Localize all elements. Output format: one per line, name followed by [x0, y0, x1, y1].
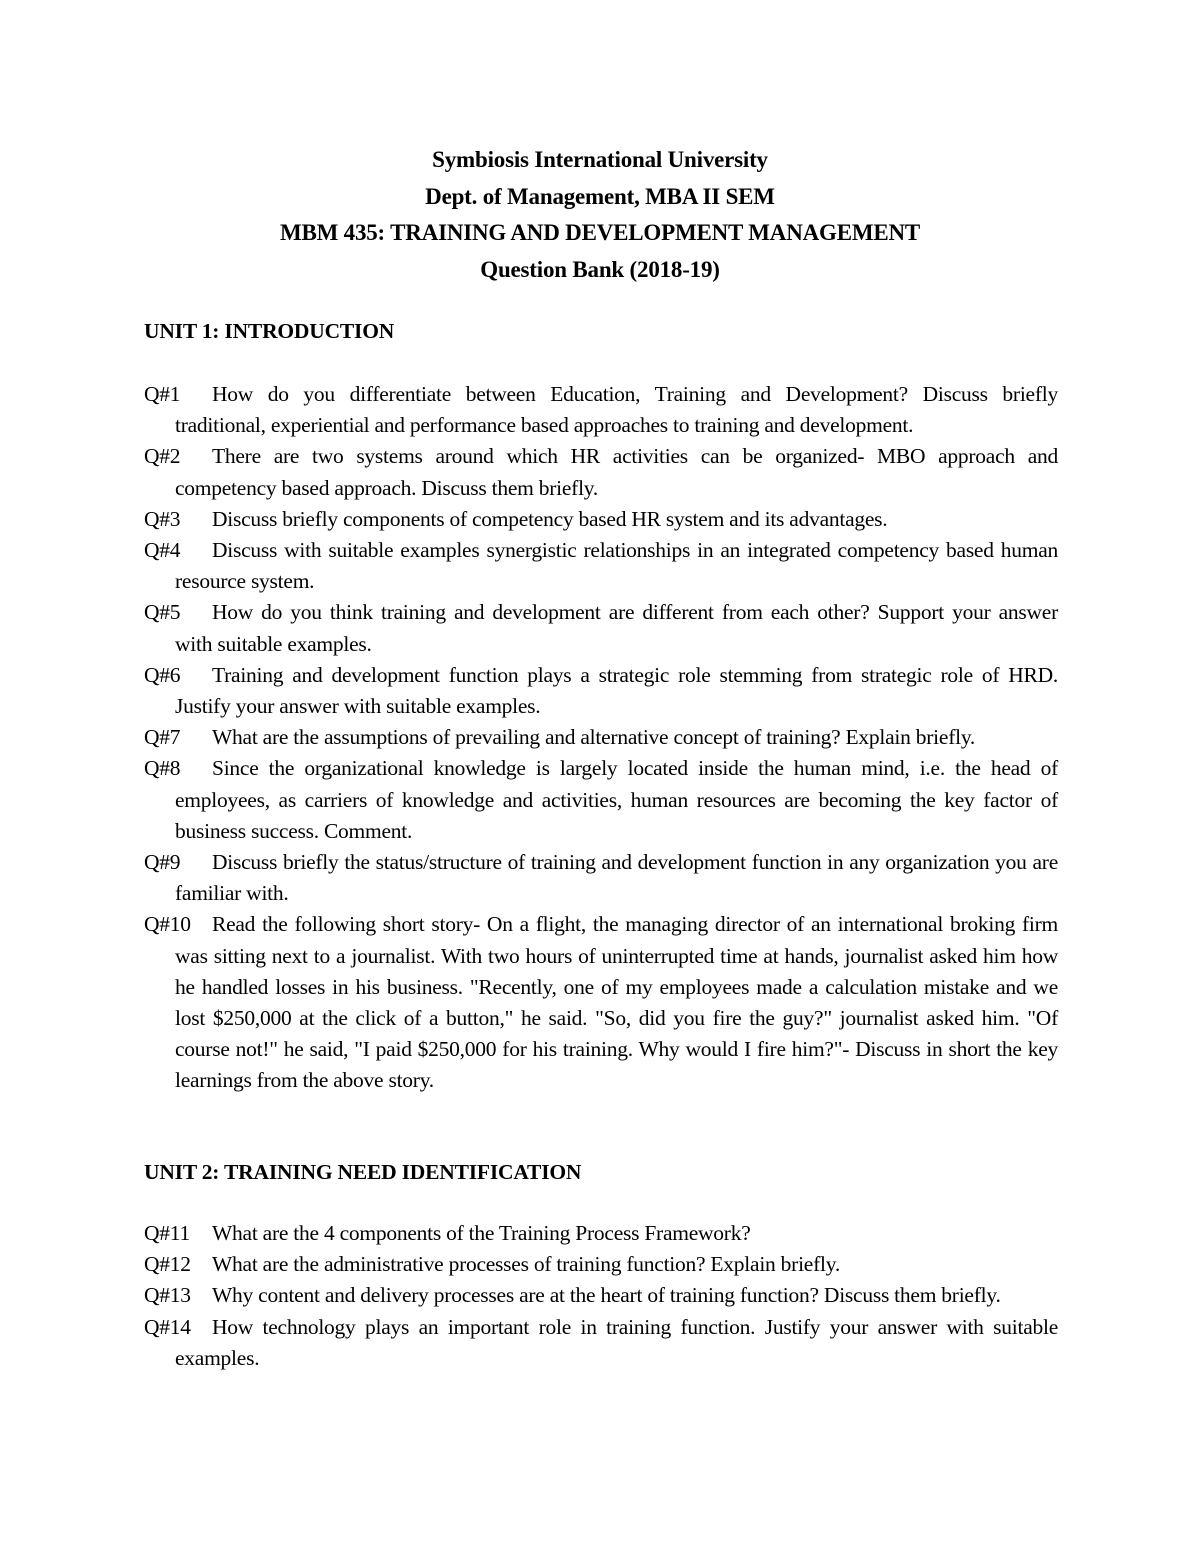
question-item — [144, 535, 1058, 597]
document-title: Question Bank (2018-19) — [480, 256, 720, 282]
question-number: Q#1 — [144, 382, 181, 406]
question-number: Q#10 — [144, 912, 191, 937]
question-text: There are two systems around which HR activities can be organized- MBO approach and competency based approach. Discuss them briefly. — [175, 444, 1058, 500]
question-number: Q#9 — [144, 850, 181, 875]
question-number: Q#5 — [144, 600, 181, 625]
question-item — [144, 1249, 1058, 1280]
question-item — [144, 441, 1058, 503]
question-text: Read the following short story- On a flight, the managing director of an international broking firm was sitting next to a journalist. With two hours of uninterrupted time at hands, journalist asked him how he handled losses in his business. "Recently, one of my employees made a calculation mistake and we lost $250,000 at the click of a button," he said. "So, did you fire the guy?" journalist asked him. "Of course not!" he said, "I paid $250,000 for his training. Why would I fire him?"- Discuss in short the key learnings from the above story. — [175, 912, 1058, 1093]
question-number: Q#6 — [144, 662, 181, 687]
document-header — [0, 142, 1200, 288]
question-number: Q#11 — [144, 1221, 190, 1245]
question-text: How technology plays an important role in training function. Justify your answer with suitable examples. — [175, 1314, 1058, 1370]
question-text: Training and development function plays a strategic role stemming from strategic role of HRD. Justify your answer with suitable examples. — [175, 662, 1058, 719]
question-item — [144, 504, 1058, 535]
question-number: Q#13 — [144, 1283, 191, 1308]
unit-1-heading: UNIT 1: INTRODUCTION — [144, 319, 395, 343]
question-text: Discuss briefly components of competency based HR system and its advantages. — [212, 506, 888, 531]
question-text: What are the assumptions of prevailing and alternative concept of training? Explain briefly. — [212, 725, 976, 750]
question-text: Why content and delivery processes are at the heart of training function? Discuss them briefly. — [212, 1283, 1001, 1308]
question-text: Since the organizational knowledge is largely located inside the human mind, i.e. the head of employees, as carriers of knowledge and activities, human resources are becoming the key factor of business success. Comment. — [175, 756, 1058, 843]
question-number: Q#3 — [144, 506, 181, 531]
question-item — [144, 597, 1058, 659]
question-number: Q#4 — [144, 538, 181, 563]
question-item — [144, 1280, 1058, 1311]
unit-2-heading: UNIT 2: TRAINING NEED IDENTIFICATION — [144, 1160, 582, 1184]
question-number: Q#2 — [144, 444, 181, 469]
question-text: How do you differentiate between Education, Training and Development? Discuss briefly traditional, experiential and performance based approaches to training and development. — [175, 382, 1058, 438]
question-item — [144, 847, 1058, 909]
question-item — [144, 909, 1058, 1096]
department-line: Dept. of Management, MBA II SEM — [425, 183, 775, 209]
question-item — [144, 1218, 1058, 1249]
question-item — [144, 660, 1058, 722]
question-text: Discuss with suitable examples synergistic relationships in an integrated competency based human resource system. — [175, 538, 1058, 594]
university-name: Symbiosis International University — [432, 147, 768, 172]
question-item — [144, 753, 1058, 847]
question-number: Q#7 — [144, 725, 181, 750]
question-item — [144, 379, 1058, 441]
question-number: Q#12 — [144, 1252, 191, 1277]
question-number: Q#14 — [144, 1314, 191, 1339]
unit-2-question-list — [144, 1218, 1058, 1374]
course-title: MBM 435: TRAINING AND DEVELOPMENT MANAGEMENT — [279, 220, 921, 245]
question-text: How do you think training and development are different from each other? Support your answer with suitable examples. — [175, 600, 1058, 656]
question-item — [144, 722, 1058, 753]
question-item — [144, 1312, 1058, 1374]
question-text: What are the 4 components of the Training Process Framework? — [212, 1221, 751, 1245]
question-text: Discuss briefly the status/structure of training and development function in any organization you are familiar with. — [175, 850, 1058, 906]
unit-1-question-list — [144, 379, 1058, 1097]
question-number: Q#8 — [144, 756, 181, 781]
question-text: What are the administrative processes of training function? Explain briefly. — [212, 1252, 840, 1277]
